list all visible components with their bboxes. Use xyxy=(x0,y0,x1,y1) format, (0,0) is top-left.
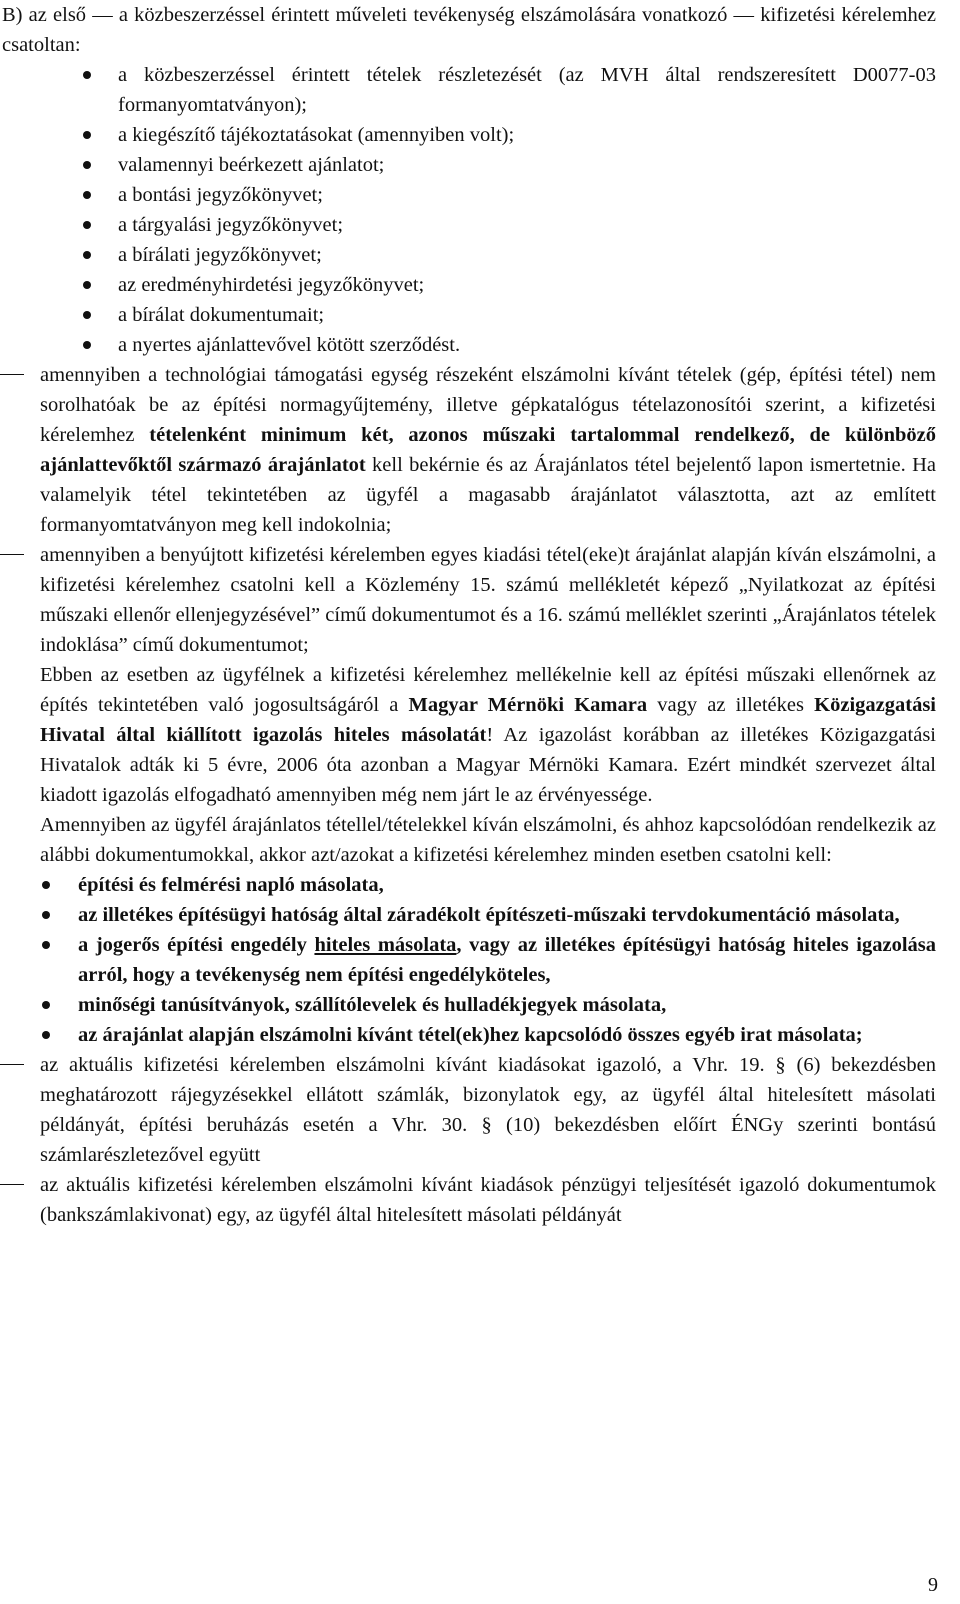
intro-paragraph: B) az első — a közbeszerzéssel érintett műveleti tevékenység elszámolására vonatkozó — kifizetési kérelemhez csatoltan: xyxy=(2,4,936,56)
bullet-icon xyxy=(83,131,91,139)
dash-icon xyxy=(0,554,24,555)
document-page xyxy=(2,0,937,1230)
list-item: az illetékes építésügyi hatóság által záradékolt építészeti-műszaki tervdokumentáció másolata, xyxy=(40,900,936,930)
bullet-icon xyxy=(42,911,50,919)
list-item: a nyertes ajánlattevővel kötött szerződést. xyxy=(40,330,936,360)
paragraph-engineer-certificate: Ebben az esetben az ügyfélnek a kifizetési kérelemhez mellékelnie kell az építési műszaki ellenőrnek az építés tekintetében való jogosultságáról a Magyar Mérnöki Kamara vagy az illetékes Közigazgatási Hivatal által kiállított igazolás hiteles másolatát! Az igazolást korábban az illetékes Közigazgatási Hivatalok adták ki 5 évre, 2006 óta azonban a Magyar Mérnöki Kamara. Ezért mindkét szervezet által kiadott igazolás elfogadható amennyiben még nem járt le az érvényessége. xyxy=(40,664,936,806)
bullet-icon xyxy=(83,281,91,289)
bullet-icon xyxy=(42,1001,50,1009)
list-item: a bírálat dokumentumait; xyxy=(40,300,936,330)
attachment-list xyxy=(40,60,936,360)
bullet-icon xyxy=(83,341,91,349)
dash-paragraph-invoices: az aktuális kifizetési kérelemben elszámolni kívánt kiadásokat igazoló, a Vhr. 19. § (6) bekezdésben meghatározott rájegyzésekkel ellátott számlák, bizonylatok egy, az ügyfél által hitelesített másolati példányát, építési beruházás esetén a Vhr. 30. § (10) bekezdésben előírt ÉNGy szerinti bontású számlarészletezővel együtt xyxy=(40,1050,936,1170)
bullet-icon xyxy=(83,161,91,169)
bullet-icon xyxy=(83,311,91,319)
bullet-icon xyxy=(83,71,91,79)
list-item: a bontási jegyzőkönyvet; xyxy=(40,180,936,210)
list-item: építési és felmérési napló másolata, xyxy=(40,870,936,900)
bullet-icon xyxy=(42,881,50,889)
dash-icon xyxy=(0,374,24,375)
list-item: minőségi tanúsítványok, szállítólevelek és hulladékjegyek másolata, xyxy=(40,990,936,1020)
list-item: a bírálati jegyzőkönyvet; xyxy=(40,240,936,270)
list-item: valamennyi beérkezett ajánlatot; xyxy=(40,150,936,180)
list-item: a jogerős építési engedély hiteles másolata, vagy az illetékes építésügyi hatóság hiteles igazolása arról, hogy a tevékenység nem építési engedélyköteles, xyxy=(40,930,936,990)
required-documents-list xyxy=(40,870,936,1050)
dash-icon xyxy=(0,1184,24,1185)
bullet-icon xyxy=(83,191,91,199)
bullet-icon xyxy=(42,1031,50,1039)
page-number: 9 xyxy=(928,1574,938,1596)
dash-paragraph-bank-statements: az aktuális kifizetési kérelemben elszámolni kívánt kiadások pénzügyi teljesítését igazoló dokumentumok (bankszámlakivonat) egy, az ügyfél által hitelesített másolati példányát xyxy=(40,1170,936,1230)
list-item: az eredményhirdetési jegyzőkönyvet; xyxy=(40,270,936,300)
dash-paragraph-declaration: amennyiben a benyújtott kifizetési kérelemben egyes kiadási tétel(eke)t árajánlat alapján kíván elszámolni, a kifizetési kérelemhez csatolni kell a Közlemény 15. számú mellékletét képező „Nyilatkozat az építési műszaki ellenőr ellenjegyzésével” című dokumentumot és a 16. számú melléklet szerinti „Árajánlatos tételek indoklása” című dokumentumot; xyxy=(40,540,936,660)
list-item: a kiegészítő tájékoztatásokat (amennyiben volt); xyxy=(40,120,936,150)
bullet-icon xyxy=(83,251,91,259)
paragraph-documents-intro: Amennyiben az ügyfél árajánlatos tétellel/tételekkel kíván elszámolni, és ahhoz kapcsolódóan rendelkezik az alábbi dokumentumokkal, akkor azt/azokat a kifizetési kérelemhez minden esetben csatolni kell: xyxy=(40,814,936,866)
bullet-icon xyxy=(42,941,50,949)
bullet-icon xyxy=(83,221,91,229)
dash-paragraph-price-offers: amennyiben a technológiai támogatási egység részeként elszámolni kívánt tételek (gép, építési tétel) nem sorolhatóak be az építési normagyűjtemény, illetve gépkatalógus tételazonosítói szerint, a kifizetési kérelemhez tételenként minimum két, azonos műszaki tartalommal rendelkező, de különböző ajánlattevőktől származó árajánlatot kell bekérnie és az Árajánlatos tétel bejelentő lapon ismertetnie. Ha valamelyik tétel tekintetében az ügyfél a magasabb árajánlatot választotta, azt az említett formanyomtatványon meg kell indokolnia; xyxy=(40,360,936,540)
list-item: a tárgyalási jegyzőkönyvet; xyxy=(40,210,936,240)
dash-icon xyxy=(0,1064,24,1065)
list-item: az árajánlat alapján elszámolni kívánt tétel(ek)hez kapcsolódó összes egyéb irat másolata; xyxy=(40,1020,936,1050)
list-item: a közbeszerzéssel érintett tételek részletezését (az MVH által rendszeresített D0077-03 formanyomtatványon); xyxy=(40,60,936,120)
